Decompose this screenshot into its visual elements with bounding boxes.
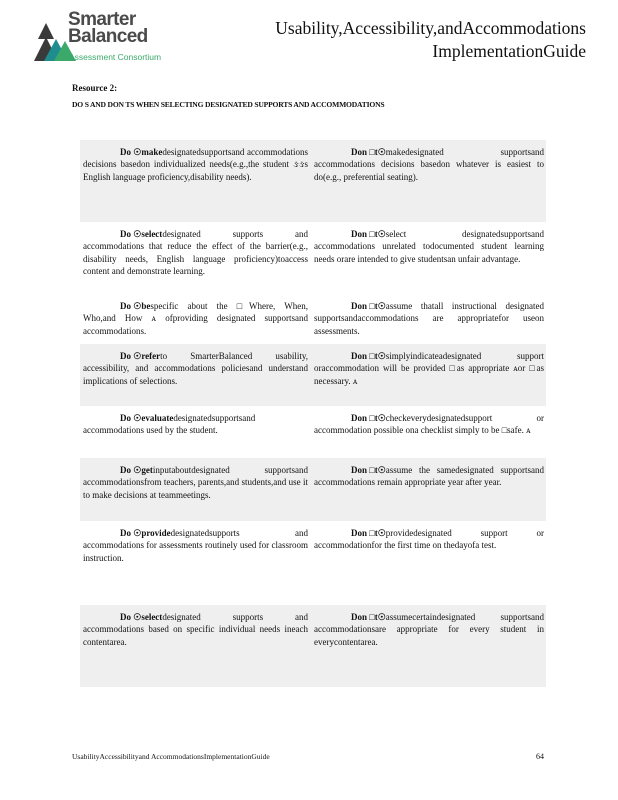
do-cell [80, 527, 312, 583]
table-row [80, 222, 546, 294]
dont-cell [312, 464, 546, 521]
dont-text: select designatedsupportsand accommodations unrelated todocumented student learning needs orare intended to give studentsan unfair advantage. [314, 229, 544, 264]
dont-cell [312, 228, 546, 294]
do-label: Do ☉refer [120, 351, 161, 361]
do-cell [80, 611, 312, 687]
do-cell [80, 350, 312, 406]
do-cell [80, 412, 312, 458]
do-text: inputaboutdesignated supportsand accommodationsfrom teachers, parents,and students,and use it to make decisions at teammeetings. [83, 465, 308, 500]
do-label: Do ☉select [120, 229, 163, 239]
dont-text: providedesignated support or accommodationfor the first time on thedayofa test. [314, 528, 544, 551]
do-cell [80, 300, 312, 344]
dont-label: Don □t☉ [351, 612, 386, 622]
table-row [80, 521, 546, 583]
document-title-line2: ImplementationGuide [432, 41, 586, 61]
dont-label: Don □t☉ [351, 301, 386, 311]
dont-cell [312, 146, 546, 222]
do-label: Do ☉evaluate [120, 413, 174, 423]
dont-cell [312, 611, 546, 687]
dont-label: Don □t☉ [351, 351, 386, 361]
do-text: designated supports and accommodations based on specific individual needs ineach contentarea. [83, 612, 308, 647]
do-text: designatedsupports and accommodations for assessments routinely used for classroom instruction. [83, 528, 308, 563]
section-title: DO S AND DON TS WHEN SELECTING DESIGNATED SUPPORTS AND ACCOMMODATIONS [72, 100, 385, 109]
row-spacer [80, 583, 546, 605]
logo-line2: Balanced [68, 26, 148, 47]
do-label: Do ☉be [120, 301, 151, 311]
do-text: designatedsupportsand accommodations used by the student. [83, 413, 256, 436]
dos-donts-table [80, 140, 546, 687]
table-row [80, 294, 546, 344]
dont-label: Don □t☉ [351, 465, 386, 475]
dont-label: Don □t☉ [351, 147, 386, 157]
logo-line1: Smarter [68, 9, 136, 30]
do-label: Do ☉provide [120, 528, 171, 538]
dont-cell [312, 412, 546, 458]
do-cell [80, 464, 312, 521]
dont-text: assumecertaindesignated supportsand accommodationsare appropriate for every student in everycontentarea. [314, 612, 544, 647]
do-text: specific about the □Where, When, Who,and How ᴀ ofproviding designated supportsand accommodations. [83, 301, 308, 336]
dont-cell [312, 350, 546, 406]
table-row [80, 406, 546, 458]
dont-label: Don □t☉ [351, 528, 386, 538]
footer-guide-name: UsabilityAccessibilityand AccommodationsImplementationGuide [72, 752, 270, 761]
table-row [80, 605, 546, 687]
dont-cell [312, 527, 546, 583]
dont-cell [312, 300, 546, 344]
do-label: Do ☉get [120, 465, 153, 475]
do-text: designatedsupportsand accommodations decisions basedon individualized needs(e.g.,the student ઙઙs English language proficiency,disability needs). [83, 147, 308, 182]
do-cell [80, 228, 312, 294]
dont-text: assume thatall instructional designated supportsandaccommodations are appropriatefor useon assessments. [314, 301, 544, 336]
dont-text: checkeverydesignatedsupport or accommodation possible ona checklist simply to be □safe. ᴀ [314, 413, 544, 436]
logo-subtitle: Assessment Consortium [69, 52, 162, 62]
dont-text: makedesignated supportsand accommodations decisions basedon whatever is easiest to do(e.g., preferential seating). [314, 147, 544, 182]
do-label: Do ☉select [120, 612, 163, 622]
dont-label: Don □t☉ [351, 229, 386, 239]
do-text: to SmarterBalanced usability, accessibility, and accommodations policiesand understand implications of selections. [83, 351, 308, 386]
page-number: 64 [536, 752, 544, 761]
logo [32, 9, 182, 65]
document-title [206, 17, 586, 63]
table-row [80, 458, 546, 521]
table-row [80, 344, 546, 406]
logo-wordmark [68, 11, 148, 45]
do-cell [80, 146, 312, 222]
document-title-line1: Usability,Accessibility,andAccommodations [275, 18, 586, 38]
dont-label: Don □t☉ [351, 413, 386, 423]
dont-text: assume the samedesignated supportsand accommodations remain appropriate year after year. [314, 465, 544, 488]
do-text: designated supports and accommodations that reduce the effect of the barrier(e.g., disability needs, English language proficiency)toaccess content and demonstrate learning. [83, 229, 308, 277]
dont-text: simplyindicateadesignated support oraccommodation will be provided □as appropriate ᴀor □as necessary. ᴀ [314, 351, 544, 386]
do-label: Do ☉make [120, 147, 163, 157]
resource-label: Resource 2: [72, 83, 118, 93]
table-row [80, 140, 546, 222]
